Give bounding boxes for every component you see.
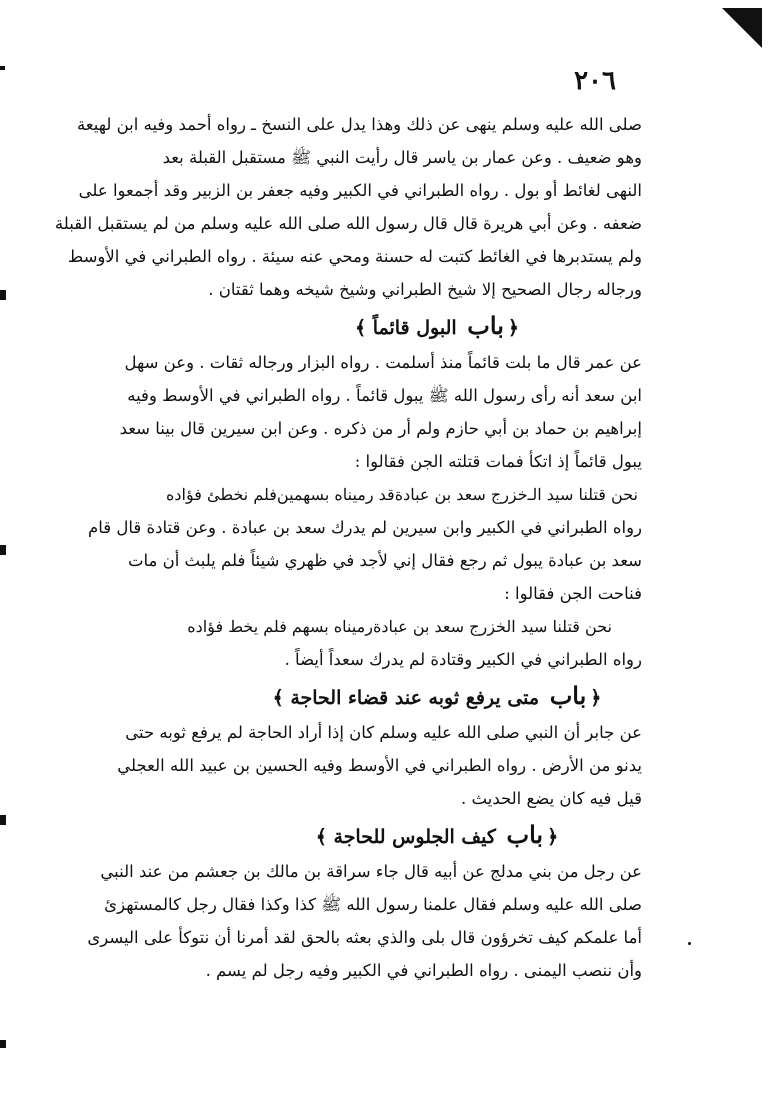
text-line: أما علمكم كيف تخرؤون قال بلى والذي بعثه بالحق لقد أمرنا أن نتوكأ على اليسرى xyxy=(87,928,642,947)
edge-mark xyxy=(0,545,6,555)
text-line: ولم يستدبرها في الغائط كتبت له حسنة ومحي عنه سيئة . رواه الطبراني في الأوسط xyxy=(67,247,642,266)
poetry-verse xyxy=(166,478,642,511)
text-line: ضعفه . وعن أبي هريرة قال قال رسول الله صلى الله عليه وسلم من لم يستقبل القبلة xyxy=(54,214,642,233)
text-line: ابن سعد أنه رأى رسول الله ﷺ يبول قائماً . رواه الطبراني في الأوسط وفيه xyxy=(127,386,642,405)
page-number: ٢٠٦ xyxy=(574,66,616,96)
text-line: النهى لغائط أو بول . رواه الطبراني في الكبير وفيه جعفر بن الزبير وقد أجمعوا على xyxy=(78,181,642,200)
text-line: عن عمر قال ما بلت قائماً منذ أسلمت . رواه البزار ورجاله ثقات . وعن سهل xyxy=(124,353,642,372)
text-line: إبراهيم بن حماد بن أبي حازم ولم أر من ذكره . وعن ابن سيرين قال بينا سعد xyxy=(119,419,642,438)
verse-hemistich: فلم نخطئ فؤاده xyxy=(166,485,277,504)
text-line: ورجاله رجال الصحيح إلا شيخ الطبراني وشيخ شيخه وهما ثقتان . xyxy=(208,280,642,299)
text-line: عن رجل من بني مدلج عن أبيه قال جاء سراقة بن مالك بن جعشم من عند النبي xyxy=(100,862,642,881)
text-line: عن جابر أن النبي صلى الله عليه وسلم كان إذا أراد الحاجة لم يرفع ثوبه حتى xyxy=(125,723,642,742)
chapter-heading: ﴿باب متى يرفع ثوبه عند قضاء الحاجة ﴾ xyxy=(272,681,602,710)
chapter-title: البول قائماً xyxy=(366,317,464,339)
text-line: يبول قائماً إذ اتكأ فمات قتلته الجن فقالوا : xyxy=(354,452,642,471)
verse-hemistich: خزرج سعد بن عبادة xyxy=(394,485,528,504)
chapter-heading: ﴿باب البول قائماً ﴾ xyxy=(354,311,520,340)
text-line: صلى الله عليه وسلم فقال علمنا رسول الله ﷺ كذا وكذا فقال رجل كالمستهزئ xyxy=(104,895,642,914)
text-line: صلى الله عليه وسلم ينهى عن ذلك وهذا يدل على النسخ ـ رواه أحمد وفيه ابن لهيعة xyxy=(76,115,642,134)
verse-hemistich: قد رميناه بسهمين xyxy=(276,485,395,504)
text-body xyxy=(54,108,642,987)
text-line: رواه الطبراني في الكبير وقتادة لم يدرك سعداً أيضاً . xyxy=(284,650,642,669)
text-line: فناحت الجن فقالوا : xyxy=(504,584,642,603)
chapter-word: باب xyxy=(506,820,544,849)
text-line: سعد بن عبادة يبول ثم رجع فقال إني لأجد في ظهري شيئاً فلم يلبث أن مات xyxy=(127,551,642,570)
chapter-word: باب xyxy=(549,681,587,710)
edge-mark xyxy=(0,1040,6,1048)
verse-hemistich: نحن قتلنا سيد الـ xyxy=(527,485,638,504)
margin-dot xyxy=(688,942,691,945)
chapter-title: كيف الجلوس للحاجة xyxy=(326,826,503,848)
edge-mark xyxy=(0,66,5,70)
edge-mark xyxy=(0,290,6,300)
text-line: وأن ننصب اليمنى . رواه الطبراني في الكبير وفيه رجل لم يسم . xyxy=(205,961,642,980)
chapter-heading: ﴿باب كيف الجلوس للحاجة ﴾ xyxy=(315,820,559,849)
text-line: قيل فيه كان يضع الحديث . xyxy=(461,789,642,808)
poetry-verse xyxy=(187,610,642,643)
text-line: رواه الطبراني في الكبير وابن سيرين لم يدرك سعد بن عبادة . وعن قتادة قال قام xyxy=(88,518,642,537)
chapter-title: متى يرفع ثوبه عند قضاء الحاجة xyxy=(283,687,546,709)
chapter-word: باب xyxy=(467,311,504,340)
text-line: يدنو من الأرض . رواه الطبراني في الأوسط وفيه الحسين بن عبيد الله العجلي xyxy=(117,756,642,775)
verse-hemistich: رميناه بسهم فلم يخط فؤاده xyxy=(187,617,373,636)
edge-mark xyxy=(0,815,6,825)
text-line: وهو ضعيف . وعن عمار بن ياسر قال رأيت النبي ﷺ مستقبل القبلة بعد xyxy=(162,148,642,167)
corner-triangle xyxy=(722,8,762,48)
verse-hemistich: نحن قتلنا سيد الخزرج سعد بن عبادة xyxy=(372,617,612,636)
